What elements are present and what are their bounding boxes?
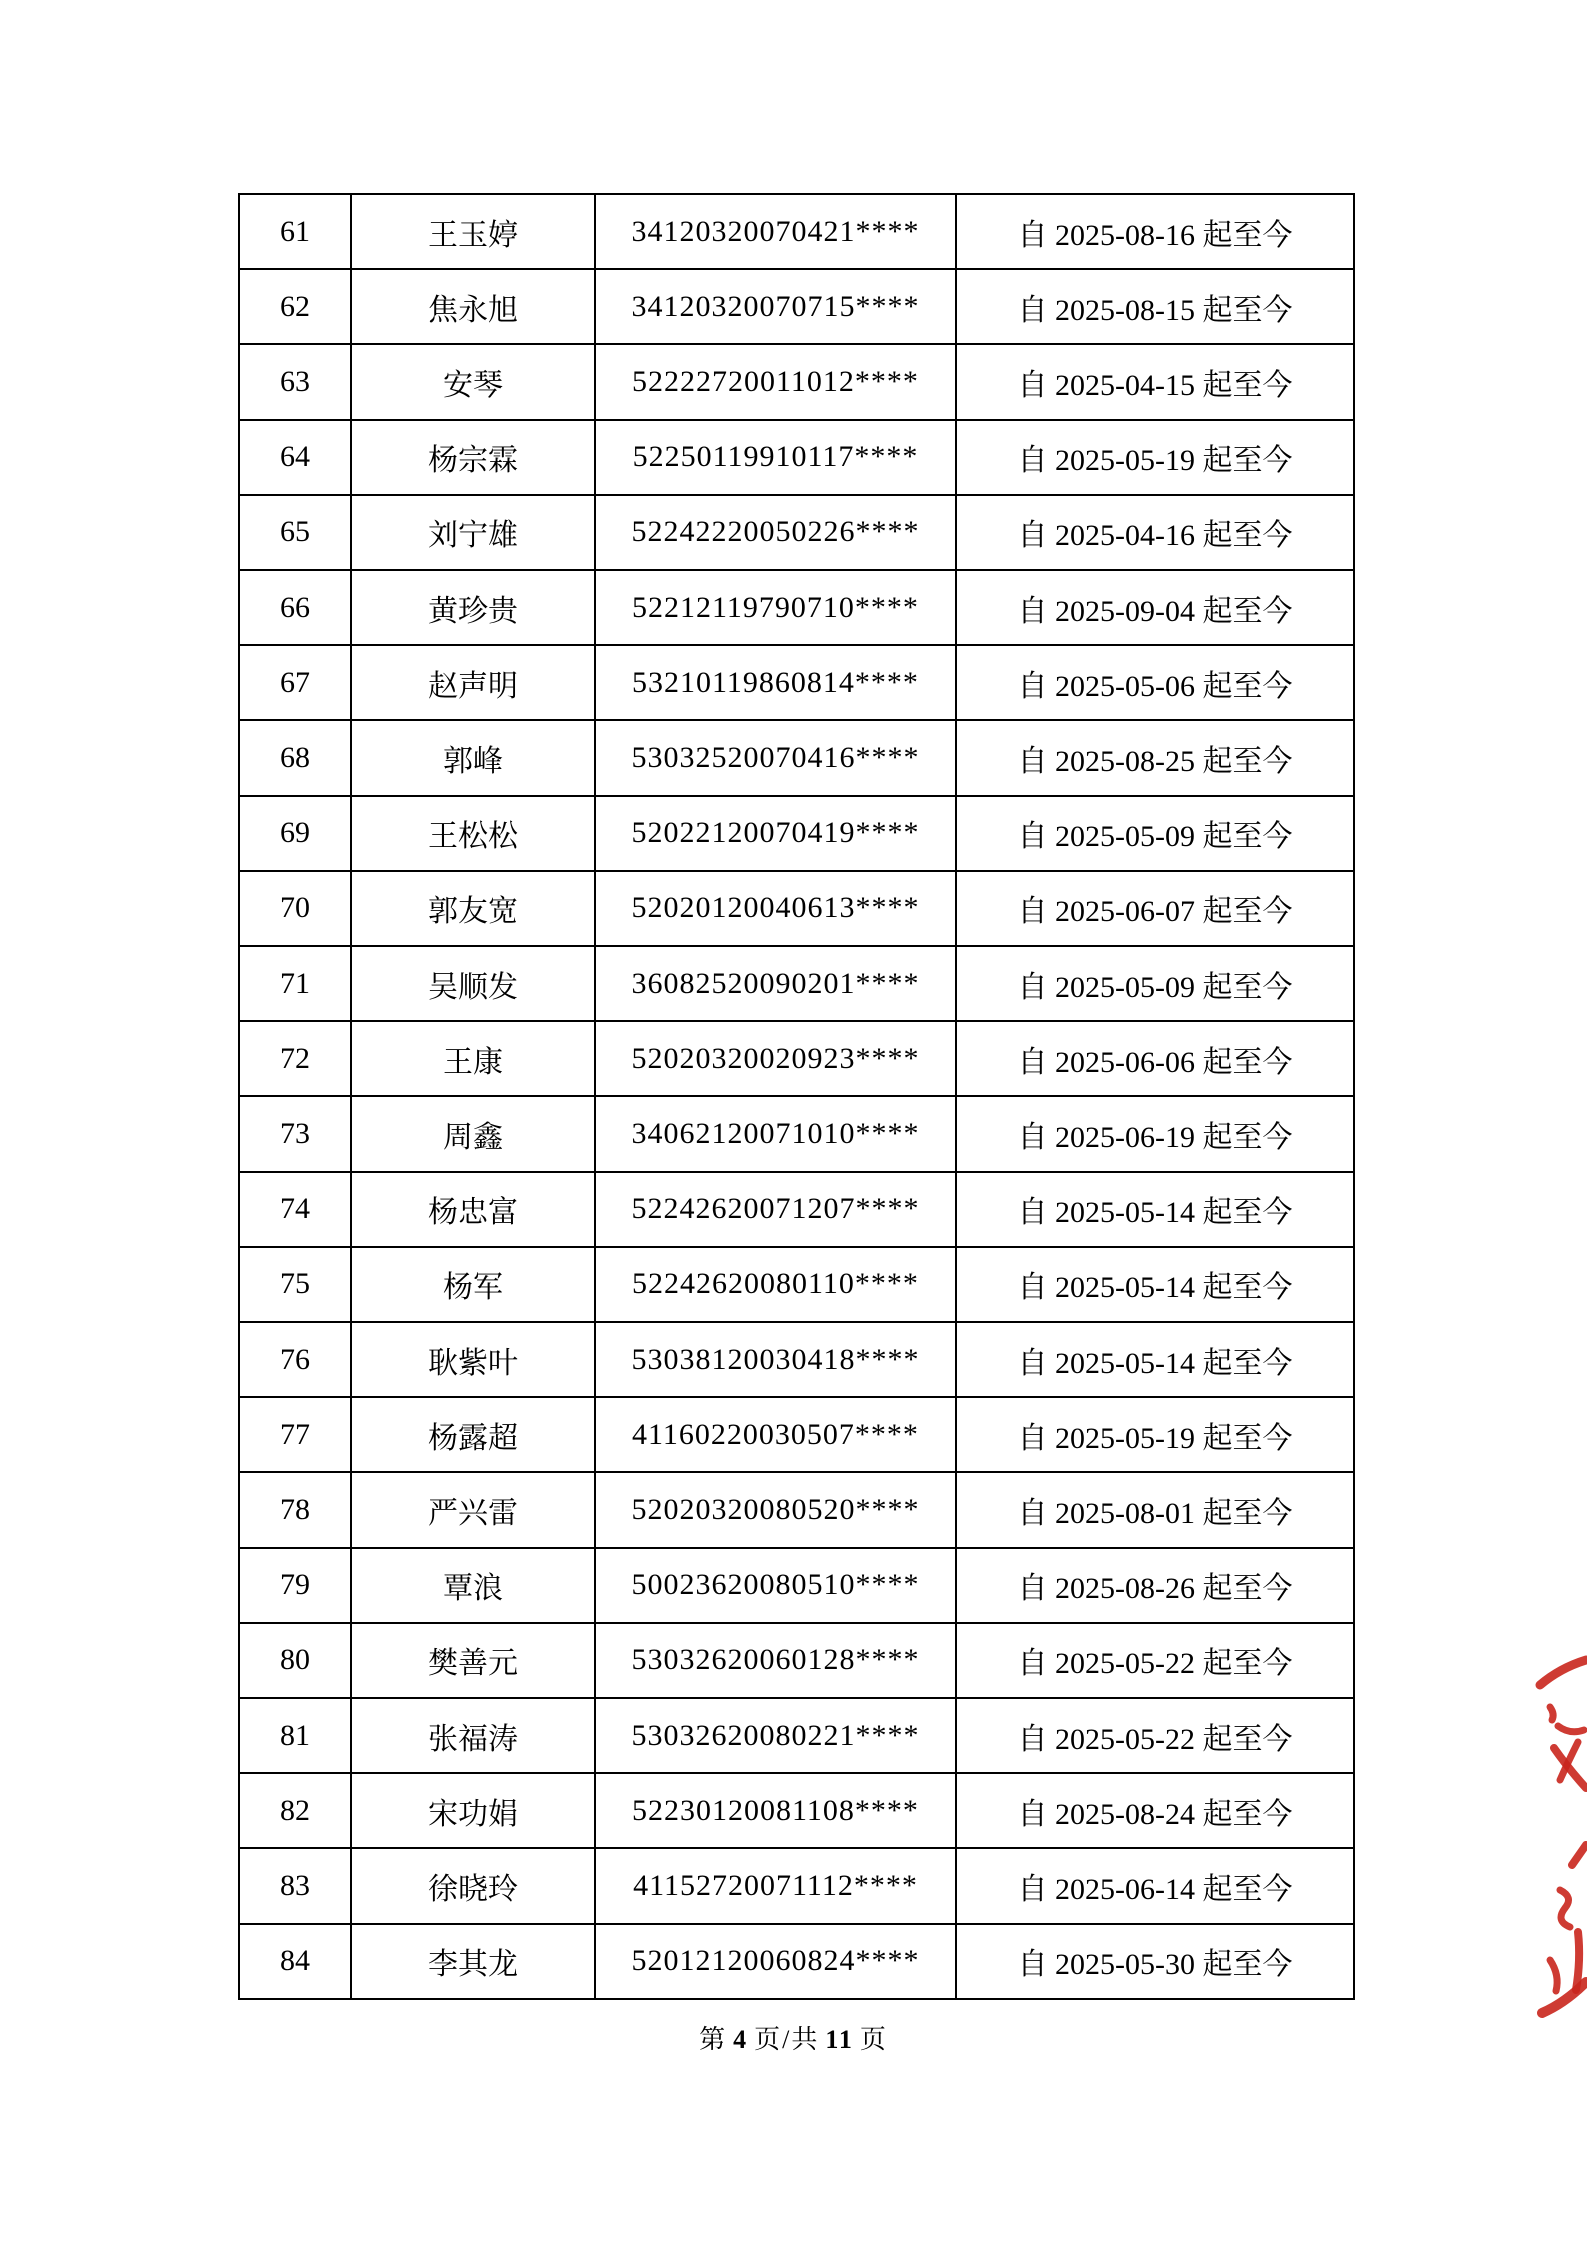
person-name: 杨忠富 [351,1172,595,1247]
table-row [239,1548,1354,1623]
table-row [239,269,1354,344]
employment-period: 自 2025-04-15 起至今 [956,344,1354,419]
id-number: 34120320070421**** [595,194,956,269]
row-number: 68 [239,720,351,795]
id-number: 41152720071112**** [595,1848,956,1923]
table-row [239,1623,1354,1698]
employment-period: 自 2025-08-24 起至今 [956,1773,1354,1848]
id-number: 34062120071010**** [595,1096,956,1171]
id-number: 52020320080520**** [595,1472,956,1547]
table-row [239,1021,1354,1096]
person-name: 郭友宽 [351,871,595,946]
person-name: 覃浪 [351,1548,595,1623]
person-name: 黄珍贵 [351,570,595,645]
id-number: 34120320070715**** [595,269,956,344]
id-number: 52020320020923**** [595,1021,956,1096]
row-number: 62 [239,269,351,344]
employment-period: 自 2025-05-09 起至今 [956,946,1354,1021]
roster-table-body [239,194,1354,1999]
employment-period: 自 2025-05-22 起至今 [956,1623,1354,1698]
employment-period: 自 2025-05-22 起至今 [956,1698,1354,1773]
table-row [239,796,1354,871]
table-row [239,1773,1354,1848]
person-name: 焦永旭 [351,269,595,344]
row-number: 70 [239,871,351,946]
employment-period: 自 2025-08-25 起至今 [956,720,1354,795]
id-number: 52212119790710**** [595,570,956,645]
person-name: 周鑫 [351,1096,595,1171]
id-number: 36082520090201**** [595,946,956,1021]
person-name: 徐晓玲 [351,1848,595,1923]
table-row [239,1096,1354,1171]
employment-period: 自 2025-05-09 起至今 [956,796,1354,871]
footer-label-suffix: 页 [859,2025,888,2054]
person-name: 赵声明 [351,645,595,720]
employment-period: 自 2025-04-16 起至今 [956,495,1354,570]
employment-period: 自 2025-06-07 起至今 [956,871,1354,946]
person-name: 王松松 [351,796,595,871]
id-number: 41160220030507**** [595,1397,956,1472]
footer-label-mid: 页/共 [754,2025,820,2054]
row-number: 84 [239,1924,351,1999]
table-row [239,871,1354,946]
table-row [239,1322,1354,1397]
row-number: 78 [239,1472,351,1547]
id-number: 52012120060824**** [595,1924,956,1999]
person-name: 杨宗霖 [351,420,595,495]
table-row [239,194,1354,269]
footer-total-pages: 11 [825,2025,854,2054]
person-name: 耿紫叶 [351,1322,595,1397]
employment-period: 自 2025-08-26 起至今 [956,1548,1354,1623]
table-row [239,344,1354,419]
id-number: 52242620071207**** [595,1172,956,1247]
employment-period: 自 2025-06-19 起至今 [956,1096,1354,1171]
footer-label-prefix: 第 [699,2025,728,2054]
person-name: 李其龙 [351,1924,595,1999]
id-number: 52242220050226**** [595,495,956,570]
id-number: 50023620080510**** [595,1548,956,1623]
row-number: 75 [239,1247,351,1322]
employment-period: 自 2025-05-30 起至今 [956,1924,1354,1999]
employment-period: 自 2025-05-19 起至今 [956,1397,1354,1472]
table-row [239,570,1354,645]
employment-period: 自 2025-08-01 起至今 [956,1472,1354,1547]
row-number: 65 [239,495,351,570]
table-row [239,1924,1354,1999]
employment-period: 自 2025-05-19 起至今 [956,420,1354,495]
row-number: 77 [239,1397,351,1472]
id-number: 52222720011012**** [595,344,956,419]
table-row [239,1247,1354,1322]
id-number: 52242620080110**** [595,1247,956,1322]
row-number: 80 [239,1623,351,1698]
employment-period: 自 2025-05-14 起至今 [956,1247,1354,1322]
person-name: 严兴雷 [351,1472,595,1547]
employment-period: 自 2025-05-06 起至今 [956,645,1354,720]
id-number: 52250119910117**** [595,420,956,495]
table-row [239,1848,1354,1923]
row-number: 82 [239,1773,351,1848]
footer-page-number: 4 [733,2025,749,2054]
id-number: 53032620080221**** [595,1698,956,1773]
person-name: 樊善元 [351,1623,595,1698]
row-number: 76 [239,1322,351,1397]
table-row [239,946,1354,1021]
row-number: 69 [239,796,351,871]
person-name: 宋功娟 [351,1773,595,1848]
table-row [239,720,1354,795]
person-name: 安琴 [351,344,595,419]
person-name: 王康 [351,1021,595,1096]
person-name: 刘宁雄 [351,495,595,570]
roster-table [238,193,1355,2000]
row-number: 79 [239,1548,351,1623]
person-name: 杨军 [351,1247,595,1322]
person-name: 张福涛 [351,1698,595,1773]
row-number: 71 [239,946,351,1021]
employment-period: 自 2025-09-04 起至今 [956,570,1354,645]
row-number: 63 [239,344,351,419]
person-name: 王玉婷 [351,194,595,269]
employment-period: 自 2025-05-14 起至今 [956,1322,1354,1397]
employment-period: 自 2025-05-14 起至今 [956,1172,1354,1247]
page-footer [0,2022,1587,2058]
id-number: 53032520070416**** [595,720,956,795]
table-row [239,1698,1354,1773]
row-number: 73 [239,1096,351,1171]
table-row [239,645,1354,720]
person-name: 杨露超 [351,1397,595,1472]
employment-period: 自 2025-08-15 起至今 [956,269,1354,344]
row-number: 67 [239,645,351,720]
table-row [239,1397,1354,1472]
table-row [239,495,1354,570]
id-number: 52020120040613**** [595,871,956,946]
person-name: 吴顺发 [351,946,595,1021]
table-row [239,1172,1354,1247]
table-row [239,1472,1354,1547]
row-number: 72 [239,1021,351,1096]
employment-period: 自 2025-06-14 起至今 [956,1848,1354,1923]
person-name: 郭峰 [351,720,595,795]
row-number: 61 [239,194,351,269]
red-seal-stamp [1520,1630,1587,2030]
employment-period: 自 2025-08-16 起至今 [956,194,1354,269]
id-number: 53210119860814**** [595,645,956,720]
row-number: 66 [239,570,351,645]
id-number: 52230120081108**** [595,1773,956,1848]
employment-period: 自 2025-06-06 起至今 [956,1021,1354,1096]
id-number: 52022120070419**** [595,796,956,871]
row-number: 64 [239,420,351,495]
row-number: 83 [239,1848,351,1923]
id-number: 53032620060128**** [595,1623,956,1698]
id-number: 53038120030418**** [595,1322,956,1397]
row-number: 81 [239,1698,351,1773]
table-row [239,420,1354,495]
row-number: 74 [239,1172,351,1247]
